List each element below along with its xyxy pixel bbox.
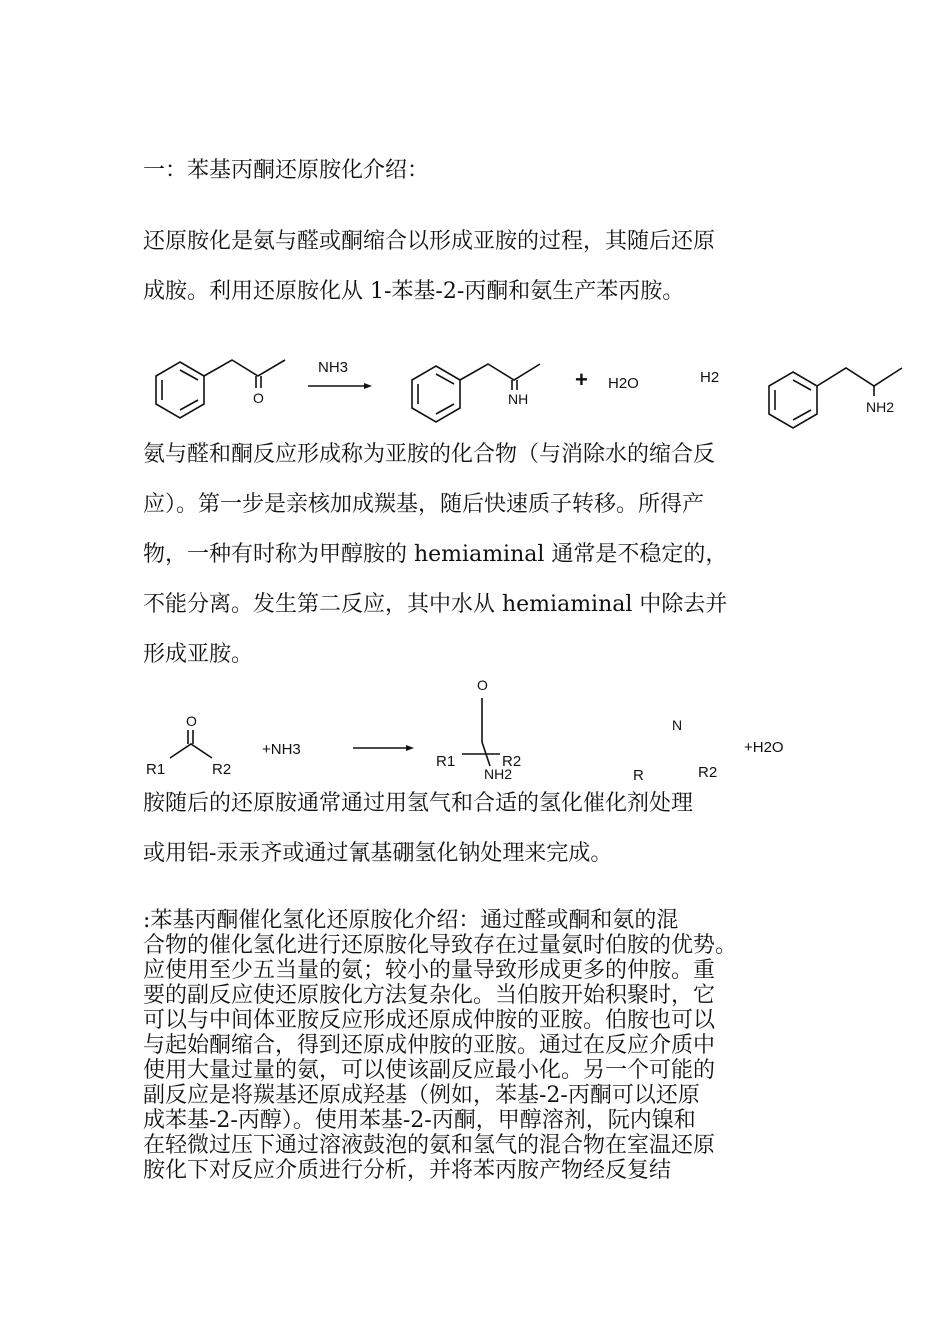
imine-nh-label: NH (508, 391, 529, 407)
paragraph-line: 胺随后的还原胺通常通过用氢气和合适的氢化催化剂处理 (143, 791, 694, 816)
paragraph-line: 在轻微过压下通过溶液鼓泡的氨和氢气的混合物在室温还原 (143, 1133, 716, 1158)
reaction-arrow-2 (353, 745, 414, 751)
paragraph-line: 与起始酮缩合，得到还原成仲胺的亚胺。通过在反应介质中 (143, 1033, 716, 1058)
paragraph-line: 氨与醛和酮反应形成称为亚胺的化合物（与消除水的缩合反 (143, 442, 716, 467)
paragraph-line: 物，一种有时称为甲醇胺的 hemiaminal 通常是不稳定的， (143, 542, 728, 567)
paragraph-line: 合物的催化氢化进行还原胺化导致存在过量氨时伯胺的优势。 (143, 933, 738, 958)
paragraph-line: 胺化下对反应介质进行分析，并将苯丙胺产物经反复结 (143, 1158, 672, 1183)
paragraph-line: 还原胺化是氨与醛或酮缩合以形成亚胺的过程，其随后还原 (143, 229, 716, 254)
water-label: H2O (608, 375, 639, 392)
paragraph-line: 成苯基-2-丙醇）。使用苯基-2-丙酮，甲醇溶剂，阮内镍和 (143, 1108, 696, 1133)
hydrogen-label: H2 (700, 369, 720, 386)
section-heading: 一：苯基丙酮还原胺化介绍： (143, 158, 430, 183)
reagent-label: NH3 (318, 359, 349, 376)
ketone-oxygen-label: O (253, 390, 264, 406)
paragraph-line: 形成亚胺。 (143, 642, 254, 667)
carbonyl-oxygen-label: O (186, 713, 197, 729)
r1-label: R1 (146, 761, 166, 778)
hemiaminal-r2-label: R2 (502, 753, 522, 770)
plus-sign: + (575, 367, 588, 392)
paragraph-line: 要的副反应使还原胺化方法复杂化。当伯胺开始积聚时，它 (143, 983, 716, 1008)
imine-n-label: N (672, 717, 683, 733)
imine-r-label: R (633, 767, 644, 784)
water-product-label: +H2O (744, 739, 784, 756)
amine-nh2-label: NH2 (866, 399, 895, 415)
imine-structure (412, 364, 540, 422)
ammonia-reagent-label: +NH3 (262, 741, 301, 758)
paragraph-line: :苯基丙酮催化氢化还原胺化介绍：通过醛或酮和氨的混 (143, 908, 679, 933)
hemiaminal-r1-label: R1 (436, 753, 456, 770)
hemiaminal-nh2-label: NH2 (484, 766, 513, 782)
paragraph-line: 应）。第一步是亲核加成羰基，随后快速质子转移。所得产 (143, 492, 705, 517)
paragraph-line: 副反应是将羰基还原成羟基（例如，苯基-2-丙酮可以还原 (143, 1083, 700, 1108)
imine-r2-label: R2 (698, 764, 718, 781)
paragraph-line: 应使用至少五当量的氨；较小的量导致形成更多的仲胺。重 (143, 958, 716, 983)
phenylacetone-structure (156, 360, 285, 418)
reaction-scheme-2 (0, 678, 950, 788)
reaction-arrow (308, 383, 372, 389)
paragraph-line: 使用大量过量的氨，可以使该副反应最小化。另一个可能的 (143, 1058, 716, 1083)
paragraph-line: 可以与中间体亚胺反应形成还原成仲胺的亚胺。伯胺也可以 (143, 1008, 716, 1033)
amphetamine-structure (769, 368, 902, 428)
reaction-scheme-1 (0, 340, 950, 430)
r2-label: R2 (212, 761, 232, 778)
paragraph-line: 不能分离。发生第二反应，其中水从 hemiaminal 中除去并 (143, 592, 728, 617)
hemiaminal-oxygen-label: O (477, 677, 488, 693)
paragraph-dense (143, 908, 823, 1183)
paragraph-line: 或用铝-汞汞齐或通过氰基硼氢化钠处理来完成。 (143, 841, 613, 866)
paragraph-line: 成胺。利用还原胺化从 1-苯基-2-丙酮和氨生产苯丙胺。 (143, 279, 685, 304)
